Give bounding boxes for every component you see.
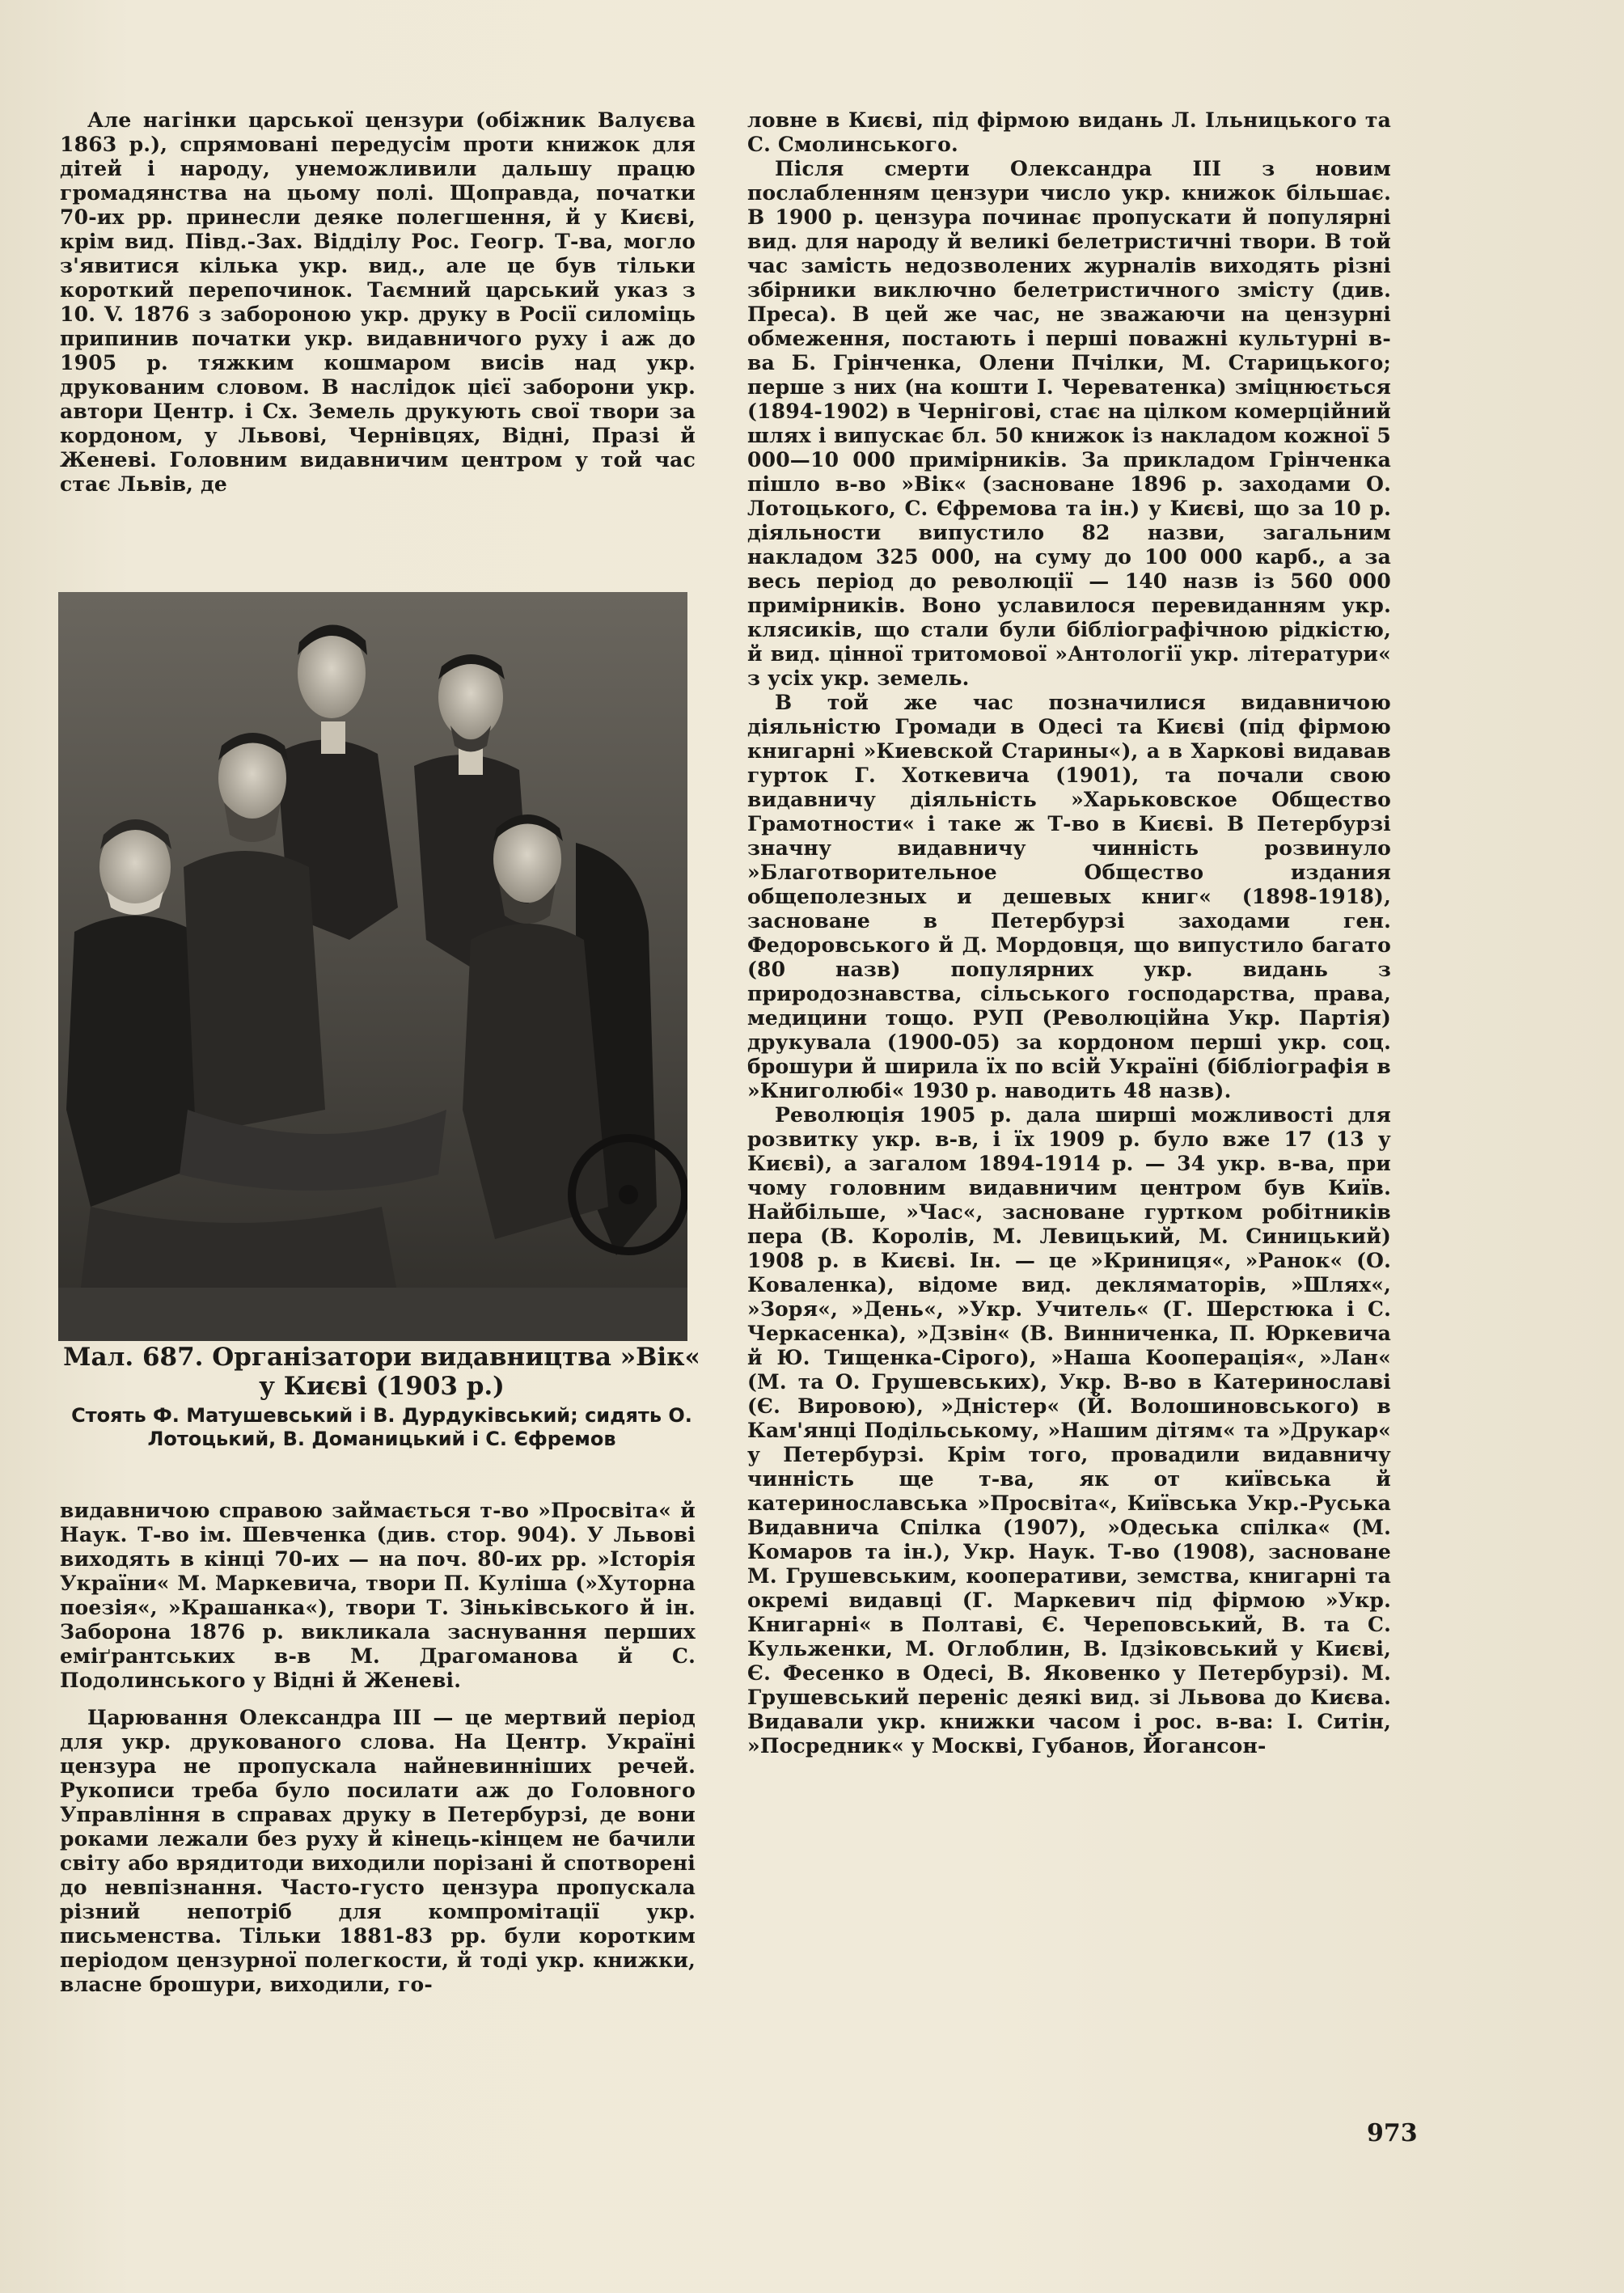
right-column [747,108,1391,1758]
caption-subtitle: Стоять Ф. Матушевський і В. Дурдуківський; сидять О. Лотоцький, В. Доманицький і С. Єфремов [71,1404,692,1450]
paragraph: Царювання Олександра III — це мертвий період для укр. друкованого слова. На Центр. Україні цензура не пропускала найневинніших речей. Рукописи треба було посилати аж до Головного Управління в справах друку в Петербурзі, де вони роками лежали без руху й кінець-кінцем не бачили світу або врядитоди виходили порізані й спотворені до невпізнання. Часто-густо цензура пропускала різний непотріб для компромітації укр. письменства. Тільки 1881-83 рр. були коротким періодом цензурної полегкости, й тоді укр. книжки, власне брошури, виходили, го- [60,1706,696,1996]
page-number: 973 [1367,2119,1418,2147]
left-column-top [60,108,696,497]
left-column-bottom [60,1499,696,1997]
paragraph: Після смерти Олександра III з новим послабленням цензури число укр. книжок більшає. В 1900 р. цензура починає пропускати й популярні вид. для народу й великі белетристичні твори. В той час замість недозволених журналів виходять різні збірники виключно белетристичного змісту (див. Преса). В цей же час, не зважаючи на цензурні обмеження, постають і перші поважні культурні в-ва Б. Грінченка, Олени Пчілки, М. Старицького; перше з них (на кошти І. Череватенка) зміцнюється (1894-1902) в Чернігові, стає на цілком комерційний шлях і випускає бл. 50 книжок із накладом кожної 5 000—10 000 примірників. За прикладом Грінченка пішло в-во »Вік« (засноване 1896 р. заходами О. Лотоцького, С. Єфремова та ін.) у Києві, що за 10 р. діяльности випустило 82 назви, загальним накладом 325 000, на суму до 100 000 карб., а за весь період до революції — 140 назв із 560 000 примірників. Воно уславилося перевиданням укр. клясиків, що стали були бібліографічною рідкістю, й вид. цінної тритомової »Антології укр. літератури« з усіх укр. земель. [747,157,1391,690]
caption-title: Мал. 687. Організатори видавництва »Вік« у Києві (1903 р.) [63,1343,700,1401]
paragraph: Але нагінки царської цензури (обіжник Валуєва 1863 р.), спрямовані передусім проти книжок для дітей і народу, унеможливили дальшу працю громадянства на цьому полі. Щоправда, початки 70-их рр. принесли деяке полегшення, й у Києві, крім вид. Півд.-Зах. Відділу Рос. Геогр. Т-ва, могло з'явитися кілька укр. вид., але це був тільки короткий перепочинок. Таємний царський указ з 10. V. 1876 з забороною укр. друку в Росії силоміць припинив початки укр. видавничого руху і аж до 1905 р. тяжким кошмаром висів над укр. друкованим словом. В наслідок цієї заборони укр. автори Центр. і Сх. Земель друкують свої твори за кордоном, у Львові, Чернівцях, Відні, Празі й Женеві. Головним видавничим центром у той час стає Львів, де [60,108,696,496]
photo-drawing [58,592,687,1341]
paragraph: ловне в Києві, під фірмою видань Л. Ільницького та С. Смолинського. [747,108,1391,156]
group-portrait-photo [58,592,687,1341]
paragraph: В той же час позначилися видавничою діяльністю Громади в Одесі та Києві (під фірмою книгарні »Киевской Старины«), а в Харкові видавав гурток Г. Хоткевича (1901), та почали свою видавничу діяльність »Харьковское Общество Грамотности« і таке ж Т-во в Києві. В Петербурзі значну видавничу чинність розвинуло »Благотворительное Общество издания общеполезных и дешевых книг« (1898-1918), засноване в Петербурзі заходами ген. Федоровського й Д. Мордовця, що випустило багато (80 назв) популярних укр. видань з природознавства, сільського господарства, права, медицини тощо. РУП (Революційна Укр. Партія) друкувала (1900-05) за кордоном перші укр. соц. брошури й ширила їх по всій Україні (бібліографія в »Книголюбі« 1930 р. наводить 48 назв). [747,691,1391,1102]
paragraph: Революція 1905 р. дала ширші можливості для розвитку укр. в-в, і їх 1909 р. було вже 17 (13 у Києві), а загалом 1894-1914 р. — 34 укр. в-ва, при чому головним видавничим центром був Київ. Найбільше, »Час«, засноване гуртком робітників пера (В. Королів, М. Левицький, М. Синицький) 1908 р. в Києві. Ін. — це »Криниця«, »Ранок« (О. Коваленка), відоме вид. декляматорів, »Шлях«, »Зоря«, »День«, »Укр. Учитель« (Г. Шерстюка і С. Черкасенка), »Дзвін« (В. Винниченка, П. Юркевича й Ю. Тищенка-Сірого), »Наша Кооперація«, »Лан« (М. та О. Грушевських), Укр. В-во в Катеринославі (Є. Вировою), »Дністер« (Й. Волошиновського) в Кам'янці Подільському, »Нашим дітям« та »Друкар« у Петербурзі. Крім того, провадили видавничу чинність ще т-ва, як от київська й катеринославська »Просвіта«, Київська Укр.-Руська Видавнича Спілка (1907), »Одеська спілка« (М. Комаров та ін.), Укр. Наук. Т-во (1908), засноване М. Грушевським, кооперативи, земства, книгарні та окремі видавці (Г. Маркевич під фірмою »Укр. Книгарні« в Полтаві, Є. Череповський, В. та С. Кульженки, М. Оглоблин, В. Ідзіковський у Києві, Є. Фесенко в Одесі, В. Яковенко у Петербурзі). М. Грушевський переніс деякі вид. зі Львова до Києва. Видавали укр. книжки часом і рос. в-ва: І. Ситін, »Посредник« у Москві, Губанов, Йогансон- [747,1103,1391,1758]
paragraph: видавничою справою займається т-во »Просвіта« й Наук. Т-во ім. Шевченка (див. стор. 904). У Львові виходять в кінці 70-их — на поч. 80-их рр. »Історія України« М. Маркевича, твори П. Куліша (»Хуторна поезія«, »Крашанка«), твори Т. Зіньківського й ін. Заборона 1876 р. викликала заснування перших еміґрантських в-в М. Драгоманова й С. Подолинського у Відні й Женеві. [60,1499,696,1692]
photo-caption [53,1343,710,1451]
